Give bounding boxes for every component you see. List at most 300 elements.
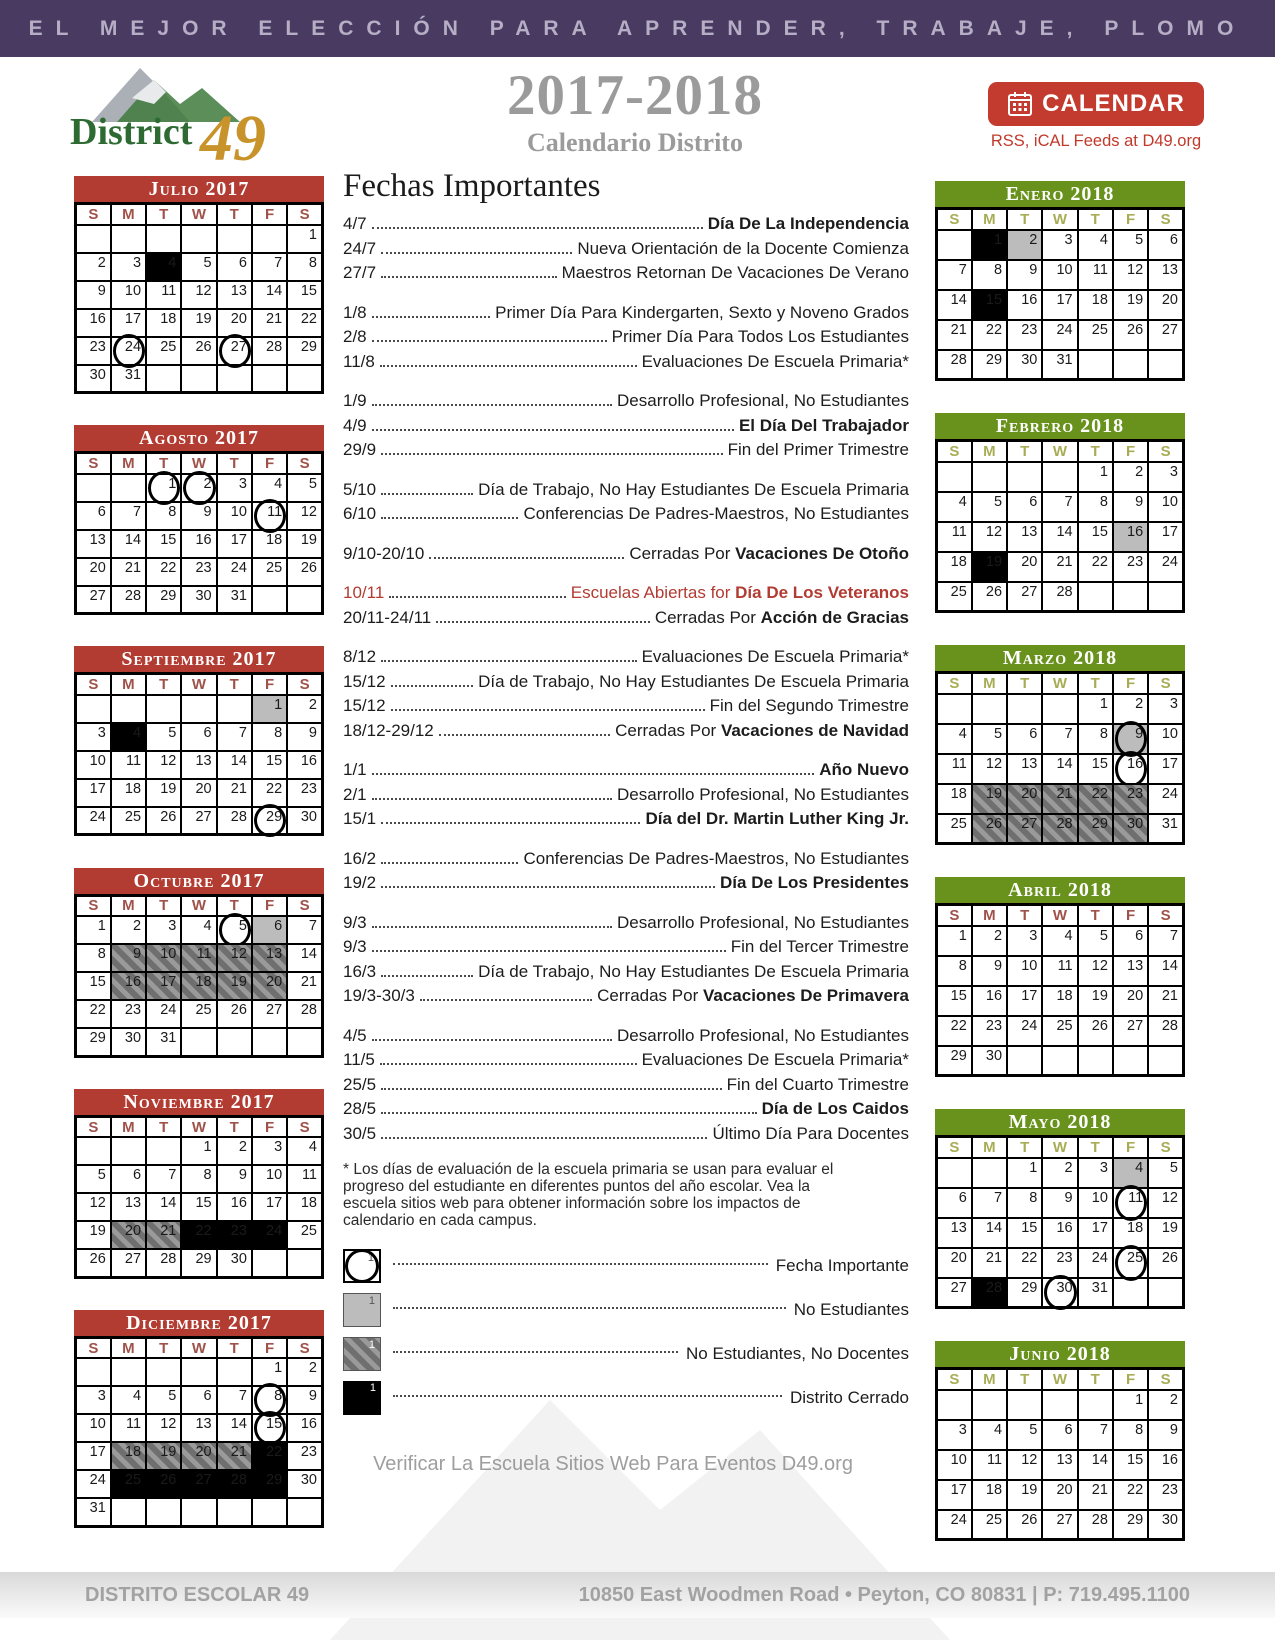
event-row [343, 325, 909, 350]
event-text: Fin del Cuarto Trimestre [726, 1074, 909, 1094]
week-row [937, 1218, 1184, 1248]
week-row [76, 281, 323, 309]
day-cell: 31 [1078, 1278, 1113, 1308]
event-row [343, 670, 909, 695]
day-cell: 14 [1042, 522, 1077, 552]
rss-feeds-link[interactable]: RSS, iCAL Feeds at D49.org [990, 132, 1202, 150]
day-cell: 27 [1007, 814, 1042, 844]
week-row [76, 1470, 323, 1498]
day-cell: 14 [287, 944, 322, 972]
day-cell: 8 [252, 1386, 287, 1414]
week-row [937, 956, 1184, 986]
event-row [343, 389, 909, 414]
legend-item-nostudents [343, 1293, 909, 1327]
day-cell: 3 [1078, 1158, 1113, 1188]
day-cell: 5 [1148, 1158, 1183, 1188]
week-row [937, 1016, 1184, 1046]
day-cell: 12 [1113, 260, 1148, 290]
day-cell [287, 1498, 322, 1526]
weekday-letter: S [76, 453, 111, 474]
weekday-letter: S [76, 1116, 111, 1137]
week-row [937, 1450, 1184, 1480]
month-title: Junio 2018 [935, 1341, 1185, 1367]
day-cell: 25 [1078, 320, 1113, 350]
day-cell: 8 [181, 1165, 216, 1193]
day-cell [111, 1498, 146, 1526]
day-cell: 7 [1148, 926, 1183, 956]
day-cell: 15 [1078, 754, 1113, 784]
weekday-letter: S [937, 673, 972, 694]
day-cell: 27 [217, 337, 252, 365]
day-cell: 2 [217, 1137, 252, 1165]
footer-address: 10850 East Woodmen Road • Peyton, CO 80831 | P: 719.495.1100 [578, 1583, 1190, 1606]
day-cell: 4 [1078, 230, 1113, 260]
closed-swatch [343, 1381, 381, 1415]
day-cell: 21 [1042, 552, 1077, 582]
day-cell: 20 [1007, 552, 1042, 582]
day-cell: 2 [1007, 230, 1042, 260]
event-text: Nueva Orientación de la Docente Comienza [577, 238, 909, 258]
day-cell: 16 [972, 986, 1007, 1016]
day-cell [1042, 462, 1077, 492]
weekday-letter: S [76, 1337, 111, 1358]
day-cell: 21 [972, 1248, 1007, 1278]
day-cell: 28 [252, 337, 287, 365]
header-title-block [420, 66, 850, 158]
day-cell: 11 [937, 522, 972, 552]
day-cell [111, 225, 146, 253]
day-cell: 3 [76, 723, 111, 751]
day-cell: 25 [111, 807, 146, 835]
banner-text: EL MEJOR ELECCIÓN PARA APRENDER, TRABAJE, PLOMO [28, 16, 1247, 40]
event-text: Maestros Retornan De Vacaciones De Verano [561, 263, 909, 282]
weekday-letter: W [1042, 673, 1077, 694]
weekday-letter: F [252, 1337, 287, 1358]
day-cell: 25 [972, 1510, 1007, 1540]
month-grid [935, 1367, 1185, 1541]
legend-item-circle [343, 1249, 909, 1283]
weekday-row [76, 674, 323, 695]
event-dots-leader [372, 1039, 612, 1041]
week-row [937, 552, 1184, 582]
day-cell: 6 [181, 723, 216, 751]
event-text: El Día Del Trabajador [738, 415, 909, 435]
weekday-letter: T [146, 895, 181, 916]
weekday-row [76, 453, 323, 474]
day-cell: 5 [1078, 926, 1113, 956]
weekday-letter: M [111, 674, 146, 695]
day-cell: 19 [146, 1442, 181, 1470]
weekday-letter: T [217, 674, 252, 695]
day-cell [1042, 1046, 1077, 1076]
day-cell: 7 [972, 1188, 1007, 1218]
month-grid [935, 671, 1185, 845]
day-cell: 23 [1113, 552, 1148, 582]
day-cell: 7 [217, 723, 252, 751]
day-cell: 19 [1007, 1480, 1042, 1510]
day-cell: 16 [287, 751, 322, 779]
day-cell: 27 [1007, 582, 1042, 612]
day-cell: 10 [146, 944, 181, 972]
day-cell: 30 [1007, 350, 1042, 380]
day-cell: 28 [937, 350, 972, 380]
day-cell: 6 [1007, 492, 1042, 522]
event-text: Cerradas Por Acción de Gracias [654, 607, 909, 627]
day-cell: 22 [252, 1442, 287, 1470]
day-cell: 29 [1078, 814, 1113, 844]
month-title: Julio 2017 [74, 176, 324, 202]
event-text: Año Nuevo [819, 760, 909, 779]
week-row [937, 462, 1184, 492]
day-cell [111, 1137, 146, 1165]
event-dots-leader [372, 404, 612, 406]
day-cell: 30 [1113, 814, 1148, 844]
day-cell: 7 [111, 502, 146, 530]
event-date: 16/3 [343, 961, 377, 981]
day-cell [972, 1390, 1007, 1420]
weekday-letter: W [1042, 441, 1077, 462]
event-date: 1/1 [343, 760, 367, 779]
day-cell: 24 [1042, 320, 1077, 350]
calendar-button[interactable] [988, 82, 1204, 126]
day-cell: 6 [76, 502, 111, 530]
month-grid [935, 439, 1185, 613]
day-cell: 8 [1078, 492, 1113, 522]
event-group [343, 911, 909, 1009]
event-date: 10/11 [343, 583, 385, 602]
event-row [343, 871, 909, 896]
week-row [937, 290, 1184, 320]
event-date: 19/2 [343, 873, 377, 892]
day-cell: 1 [181, 1137, 216, 1165]
week-row [76, 1386, 323, 1414]
weekday-letter: M [111, 1337, 146, 1358]
week-row [937, 1480, 1184, 1510]
event-text: Fin del Segundo Trimestre [709, 696, 909, 715]
weekday-letter: M [972, 673, 1007, 694]
day-cell: 4 [287, 1137, 322, 1165]
day-cell: 15 [972, 290, 1007, 320]
weekday-letter: F [252, 204, 287, 225]
day-cell [937, 230, 972, 260]
day-cell: 20 [1113, 986, 1148, 1016]
event-text: Conferencias De Padres-Maestros, No Estudiantes [523, 848, 909, 868]
day-cell: 9 [1007, 260, 1042, 290]
day-cell: 20 [1007, 784, 1042, 814]
day-cell: 19 [76, 1221, 111, 1249]
day-cell: 8 [1007, 1188, 1042, 1218]
day-cell [76, 474, 111, 502]
weekday-letter: M [972, 209, 1007, 230]
legend-dots-leader [393, 1263, 768, 1265]
day-cell: 9 [76, 281, 111, 309]
weekday-letter: T [217, 453, 252, 474]
week-row [937, 230, 1184, 260]
event-dots-leader [372, 773, 815, 775]
event-date: 25/5 [343, 1074, 377, 1094]
day-cell: 3 [1042, 230, 1077, 260]
day-cell [1042, 1390, 1077, 1420]
week-row [937, 1510, 1184, 1540]
event-row [343, 502, 909, 527]
week-row [937, 492, 1184, 522]
legend [343, 1249, 909, 1415]
day-cell: 13 [1148, 260, 1183, 290]
month-noviembre-2017 [74, 1089, 324, 1279]
event-row [343, 606, 909, 631]
event-date: 15/12 [343, 671, 386, 691]
day-cell: 15 [1113, 1450, 1148, 1480]
day-cell: 28 [1148, 1016, 1183, 1046]
day-cell: 16 [76, 309, 111, 337]
day-cell: 11 [111, 1414, 146, 1442]
day-cell [146, 1498, 181, 1526]
circle-swatch [343, 1249, 381, 1283]
weekday-row [937, 1137, 1184, 1158]
event-row [343, 935, 909, 960]
day-cell: 15 [76, 972, 111, 1000]
event-text: Desarrollo Profesional, No Estudiantes [617, 912, 909, 932]
day-cell [252, 365, 287, 393]
day-cell: 1 [287, 225, 322, 253]
day-cell: 18 [252, 530, 287, 558]
day-cell: 3 [252, 1137, 287, 1165]
day-cell: 28 [972, 1278, 1007, 1308]
day-cell: 1 [252, 1358, 287, 1386]
day-cell: 30 [287, 1470, 322, 1498]
day-cell: 7 [1042, 724, 1077, 754]
month-title: Marzo 2018 [935, 645, 1185, 671]
event-dots-leader [381, 517, 518, 519]
week-row [937, 724, 1184, 754]
day-cell: 30 [76, 365, 111, 393]
legend-dots-leader [393, 1395, 782, 1397]
day-cell: 23 [1148, 1480, 1183, 1510]
week-row [937, 986, 1184, 1016]
event-date: 20/11-24/11 [343, 607, 432, 627]
weekday-letter: S [287, 674, 322, 695]
month-grid [935, 1135, 1185, 1309]
month-title: Febrero 2018 [935, 413, 1185, 439]
day-cell: 25 [937, 582, 972, 612]
weekday-letter: T [1007, 1369, 1042, 1390]
weekday-letter: F [252, 895, 287, 916]
day-cell: 1 [1078, 694, 1113, 724]
day-cell: 17 [1148, 522, 1183, 552]
weekday-letter: T [1078, 1369, 1113, 1390]
day-cell: 9 [972, 956, 1007, 986]
event-text: Día De Los Presidentes [720, 873, 909, 892]
day-cell: 25 [146, 337, 181, 365]
weekday-letter: S [1148, 1369, 1183, 1390]
event-row [343, 212, 909, 237]
legend-label: No Estudiantes [793, 1300, 909, 1319]
day-cell [1078, 1390, 1113, 1420]
event-date: 4/7 [343, 214, 367, 233]
weekday-letter: W [1042, 905, 1077, 926]
event-text: Desarrollo Profesional, No Estudiantes [617, 1025, 909, 1045]
evaluation-footnote: * Los días de evaluación de la escuela primaria se usan para evaluar el progreso del estudiante en diferentes puntos del año escolar. Vea la escuela sitios web para obtener información sobre los impactos de calendario en cada campus. [343, 1161, 834, 1229]
day-cell: 16 [111, 972, 146, 1000]
day-cell: 12 [146, 1414, 181, 1442]
day-cell: 23 [1042, 1248, 1077, 1278]
day-cell: 10 [252, 1165, 287, 1193]
day-cell: 31 [1148, 814, 1183, 844]
week-row [76, 1165, 323, 1193]
day-cell: 22 [1078, 784, 1113, 814]
weekday-row [76, 204, 323, 225]
day-cell: 3 [111, 253, 146, 281]
day-cell [287, 586, 322, 614]
day-cell: 18 [1113, 1218, 1148, 1248]
event-group [343, 389, 909, 463]
weekday-row [937, 673, 1184, 694]
day-cell: 19 [1148, 1218, 1183, 1248]
weekday-letter: W [181, 895, 216, 916]
day-cell [146, 365, 181, 393]
day-cell: 28 [1078, 1510, 1113, 1540]
event-dots-leader [380, 1063, 637, 1065]
day-cell: 4 [937, 724, 972, 754]
day-cell: 26 [76, 1249, 111, 1277]
event-date: 1/9 [343, 391, 367, 410]
weekday-letter: F [1113, 1369, 1148, 1390]
month-grid [74, 672, 324, 836]
day-cell: 22 [287, 309, 322, 337]
day-cell: 28 [146, 1249, 181, 1277]
day-cell: 24 [937, 1510, 972, 1540]
day-cell: 28 [217, 1470, 252, 1498]
day-cell: 25 [252, 558, 287, 586]
weekday-row [937, 1369, 1184, 1390]
week-row [937, 1158, 1184, 1188]
event-text: Cerradas Por Vacaciones de Navidad [615, 720, 909, 740]
day-cell [76, 695, 111, 723]
event-dots-leader [372, 227, 703, 229]
day-cell: 13 [181, 1414, 216, 1442]
day-cell: 1 [252, 695, 287, 723]
day-cell: 9 [287, 1386, 322, 1414]
day-cell: 2 [287, 1358, 322, 1386]
day-cell [217, 1358, 252, 1386]
month-grid [74, 1115, 324, 1279]
day-cell: 17 [217, 530, 252, 558]
weekday-letter: T [146, 1337, 181, 1358]
day-cell: 14 [1042, 754, 1077, 784]
weekday-letter: F [1113, 905, 1148, 926]
day-cell: 15 [181, 1193, 216, 1221]
day-cell: 21 [1042, 784, 1077, 814]
day-cell: 19 [217, 972, 252, 1000]
day-cell: 16 [287, 1414, 322, 1442]
day-cell: 2 [111, 916, 146, 944]
day-cell: 31 [146, 1028, 181, 1056]
event-dots-leader [372, 316, 490, 318]
legend-label: No Estudiantes, No Docentes [685, 1344, 909, 1363]
event-row [343, 237, 909, 262]
day-cell: 29 [972, 350, 1007, 380]
day-cell [217, 365, 252, 393]
day-cell: 8 [972, 260, 1007, 290]
day-cell: 23 [287, 1442, 322, 1470]
verify-note: Verificar La Escuela Sitios Web Para Eventos D49.org [373, 1453, 853, 1475]
weekday-letter: T [1078, 905, 1113, 926]
weekday-letter: F [252, 453, 287, 474]
day-cell: 11 [181, 944, 216, 972]
day-cell: 3 [76, 1386, 111, 1414]
weekday-letter: T [217, 1337, 252, 1358]
weekday-letter: F [1113, 209, 1148, 230]
weekday-letter: S [1148, 905, 1183, 926]
day-cell [287, 1028, 322, 1056]
day-cell: 10 [1007, 956, 1042, 986]
day-cell: 29 [287, 337, 322, 365]
event-text: Primer Día Para Todos Los Estudiantes [611, 327, 909, 346]
day-cell: 3 [1007, 926, 1042, 956]
day-cell: 28 [217, 807, 252, 835]
weekday-letter: M [111, 204, 146, 225]
week-row [76, 751, 323, 779]
day-cell: 22 [937, 1016, 972, 1046]
hatch-swatch [343, 1337, 381, 1371]
day-cell: 5 [217, 916, 252, 944]
important-dates-column [343, 168, 909, 1476]
week-row [937, 320, 1184, 350]
day-cell: 2 [972, 926, 1007, 956]
day-cell: 13 [1007, 522, 1042, 552]
event-group [343, 1024, 909, 1147]
day-cell: 19 [972, 552, 1007, 582]
weekday-letter: S [76, 674, 111, 695]
event-date: 24/7 [343, 238, 377, 258]
day-cell: 24 [146, 1000, 181, 1028]
event-row [343, 783, 909, 808]
footer-district-name: DISTRITO ESCOLAR 49 [85, 1583, 310, 1606]
day-cell: 11 [1078, 260, 1113, 290]
week-row [937, 926, 1184, 956]
week-row [76, 337, 323, 365]
week-row [937, 814, 1184, 844]
day-cell: 19 [972, 784, 1007, 814]
day-cell [1007, 462, 1042, 492]
event-text: Último Día Para Docentes [712, 1123, 909, 1143]
month-julio-2017 [74, 176, 324, 394]
day-cell: 25 [181, 1000, 216, 1028]
day-cell: 6 [1148, 230, 1183, 260]
weekday-letter: T [146, 204, 181, 225]
day-cell: 14 [252, 281, 287, 309]
event-row [343, 1122, 909, 1147]
day-cell: 26 [181, 337, 216, 365]
day-cell [1113, 582, 1148, 612]
day-cell [217, 225, 252, 253]
day-cell: 13 [1113, 956, 1148, 986]
day-cell [181, 225, 216, 253]
day-cell: 6 [111, 1165, 146, 1193]
day-cell [1007, 1390, 1042, 1420]
weekday-letter: M [972, 1137, 1007, 1158]
day-cell: 15 [146, 530, 181, 558]
day-cell: 5 [1113, 230, 1148, 260]
day-cell: 10 [1078, 1188, 1113, 1218]
weekday-letter: S [287, 895, 322, 916]
weekday-letter: S [937, 209, 972, 230]
event-group [343, 758, 909, 832]
event-text: Desarrollo Profesional, No Estudiantes [617, 784, 909, 804]
day-cell: 24 [252, 1221, 287, 1249]
day-cell: 10 [111, 281, 146, 309]
week-row [76, 916, 323, 944]
